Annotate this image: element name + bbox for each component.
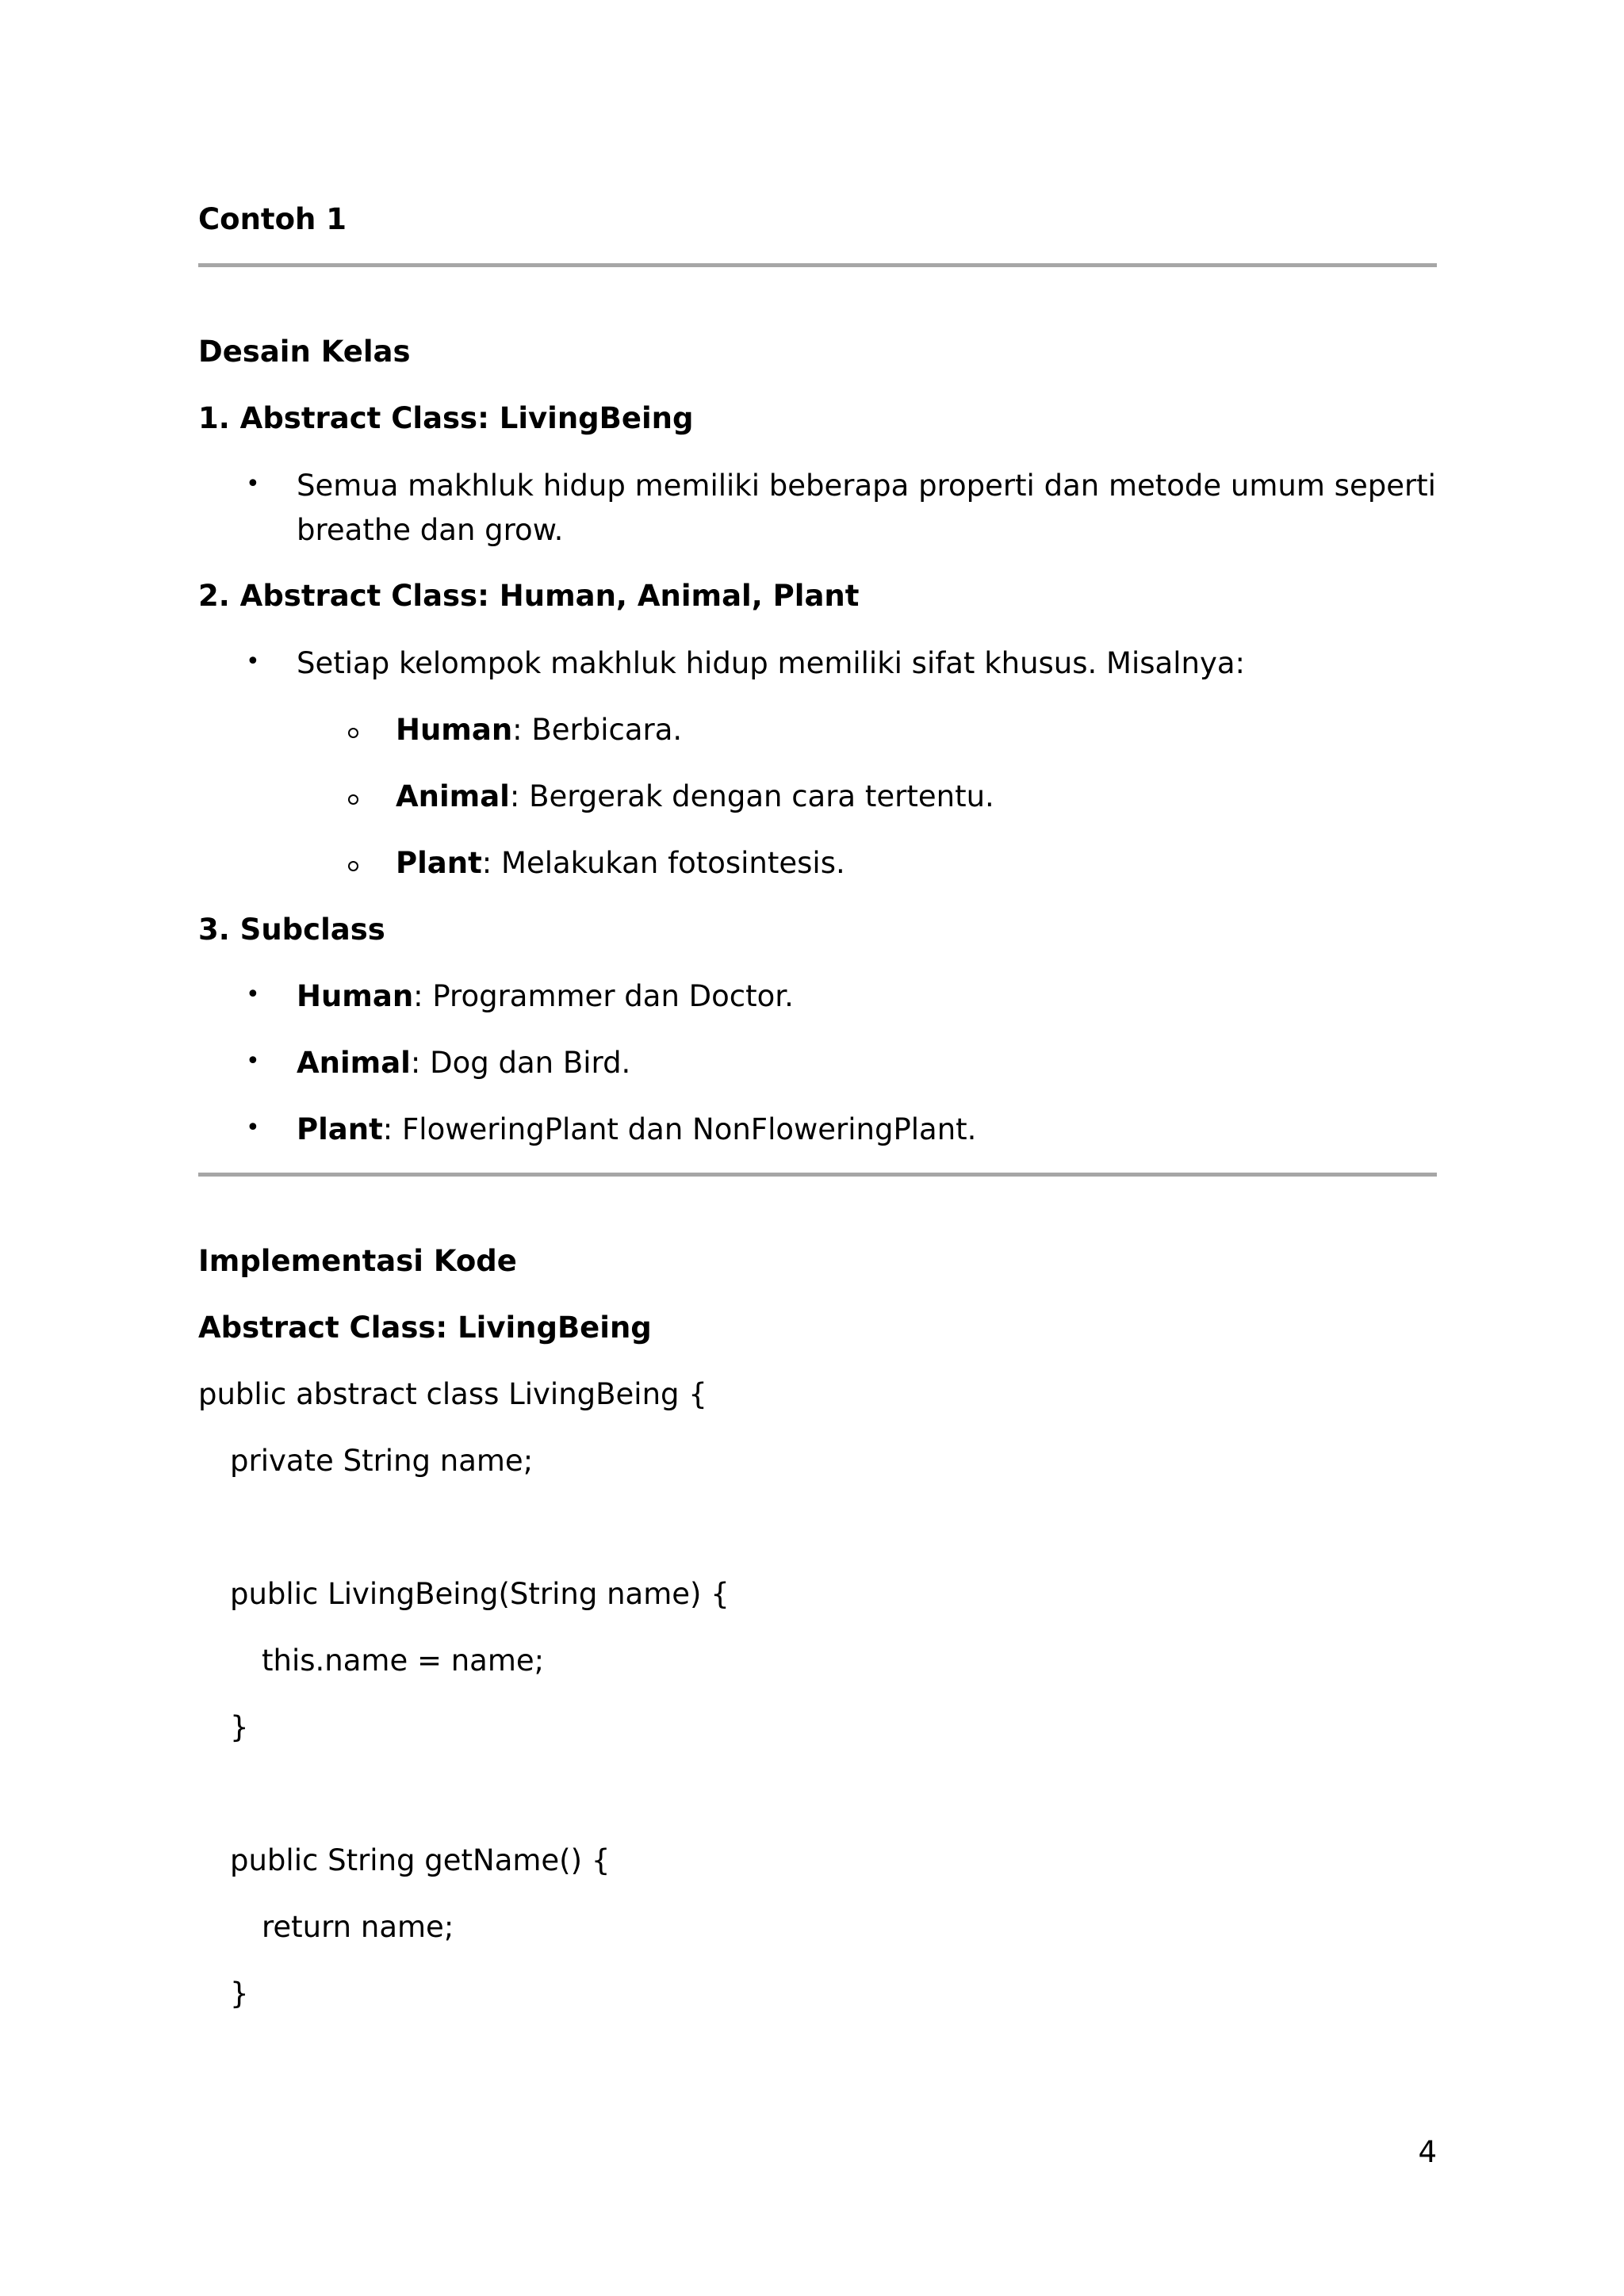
code-line: public abstract class LivingBeing {: [198, 1377, 707, 1411]
bullet: •: [246, 470, 260, 498]
divider-top: [198, 263, 1437, 267]
subclass-term: Plant: [297, 1112, 383, 1146]
subclass-term: Human: [297, 979, 414, 1013]
code-line: return name;: [262, 1910, 454, 1944]
page-number: 4: [1418, 2135, 1437, 2169]
subclass-desc: : Dog dan Bird.: [410, 1046, 631, 1080]
subclass-human: [297, 979, 794, 1013]
code-line: }: [230, 1710, 249, 1744]
bullet: •: [246, 1114, 260, 1142]
subitem-human: [396, 713, 683, 747]
code-line: public String getName() {: [230, 1843, 611, 1877]
subitem-term: Plant: [396, 846, 482, 880]
code-line: }: [230, 1976, 249, 2011]
section-1-title: 1. Abstract Class: LivingBeing: [198, 401, 694, 435]
code-line: private String name;: [230, 1444, 534, 1478]
subitem-term: Animal: [396, 779, 510, 813]
subclass-desc: : FloweringPlant dan NonFloweringPlant.: [382, 1112, 977, 1146]
impl-title: Implementasi Kode: [198, 1244, 517, 1278]
page-heading: Contoh 1: [198, 202, 347, 236]
bullet: •: [246, 1047, 260, 1075]
subclass-desc: : Programmer dan Doctor.: [413, 979, 794, 1013]
bullet: •: [246, 648, 260, 675]
section-2-item: Setiap kelompok makhluk hidup memiliki sifat khusus. Misalnya:: [297, 646, 1245, 680]
subclass-animal: [297, 1046, 631, 1080]
subitem-desc: : Melakukan fotosintesis.: [481, 846, 845, 880]
subclass-plant: [297, 1112, 977, 1146]
section-1-item: Semua makhluk hidup memiliki beberapa properti dan metode umum seperti breathe dan grow.: [297, 469, 1436, 547]
section-3-title: 3. Subclass: [198, 913, 385, 947]
impl-subtitle: Abstract Class: LivingBeing: [198, 1311, 652, 1345]
subitem-animal: [396, 779, 994, 813]
code-line: public LivingBeing(String name) {: [230, 1577, 730, 1611]
subclass-term: Animal: [297, 1046, 411, 1080]
subitem-term: Human: [396, 713, 513, 747]
code-line: this.name = name;: [262, 1644, 545, 1678]
subitem-plant: [396, 848, 845, 878]
circle-bullet: [348, 728, 358, 738]
circle-bullet: [348, 861, 358, 871]
circle-bullet: [348, 794, 358, 805]
divider-middle: [198, 1173, 1437, 1177]
subitem-desc: : Bergerak dengan cara tertentu.: [509, 779, 994, 813]
section-2-title: 2. Abstract Class: Human, Animal, Plant: [198, 579, 860, 613]
subitem-desc: : Berbicara.: [512, 713, 683, 747]
bullet: •: [246, 981, 260, 1008]
design-title: Desain Kelas: [198, 335, 411, 369]
